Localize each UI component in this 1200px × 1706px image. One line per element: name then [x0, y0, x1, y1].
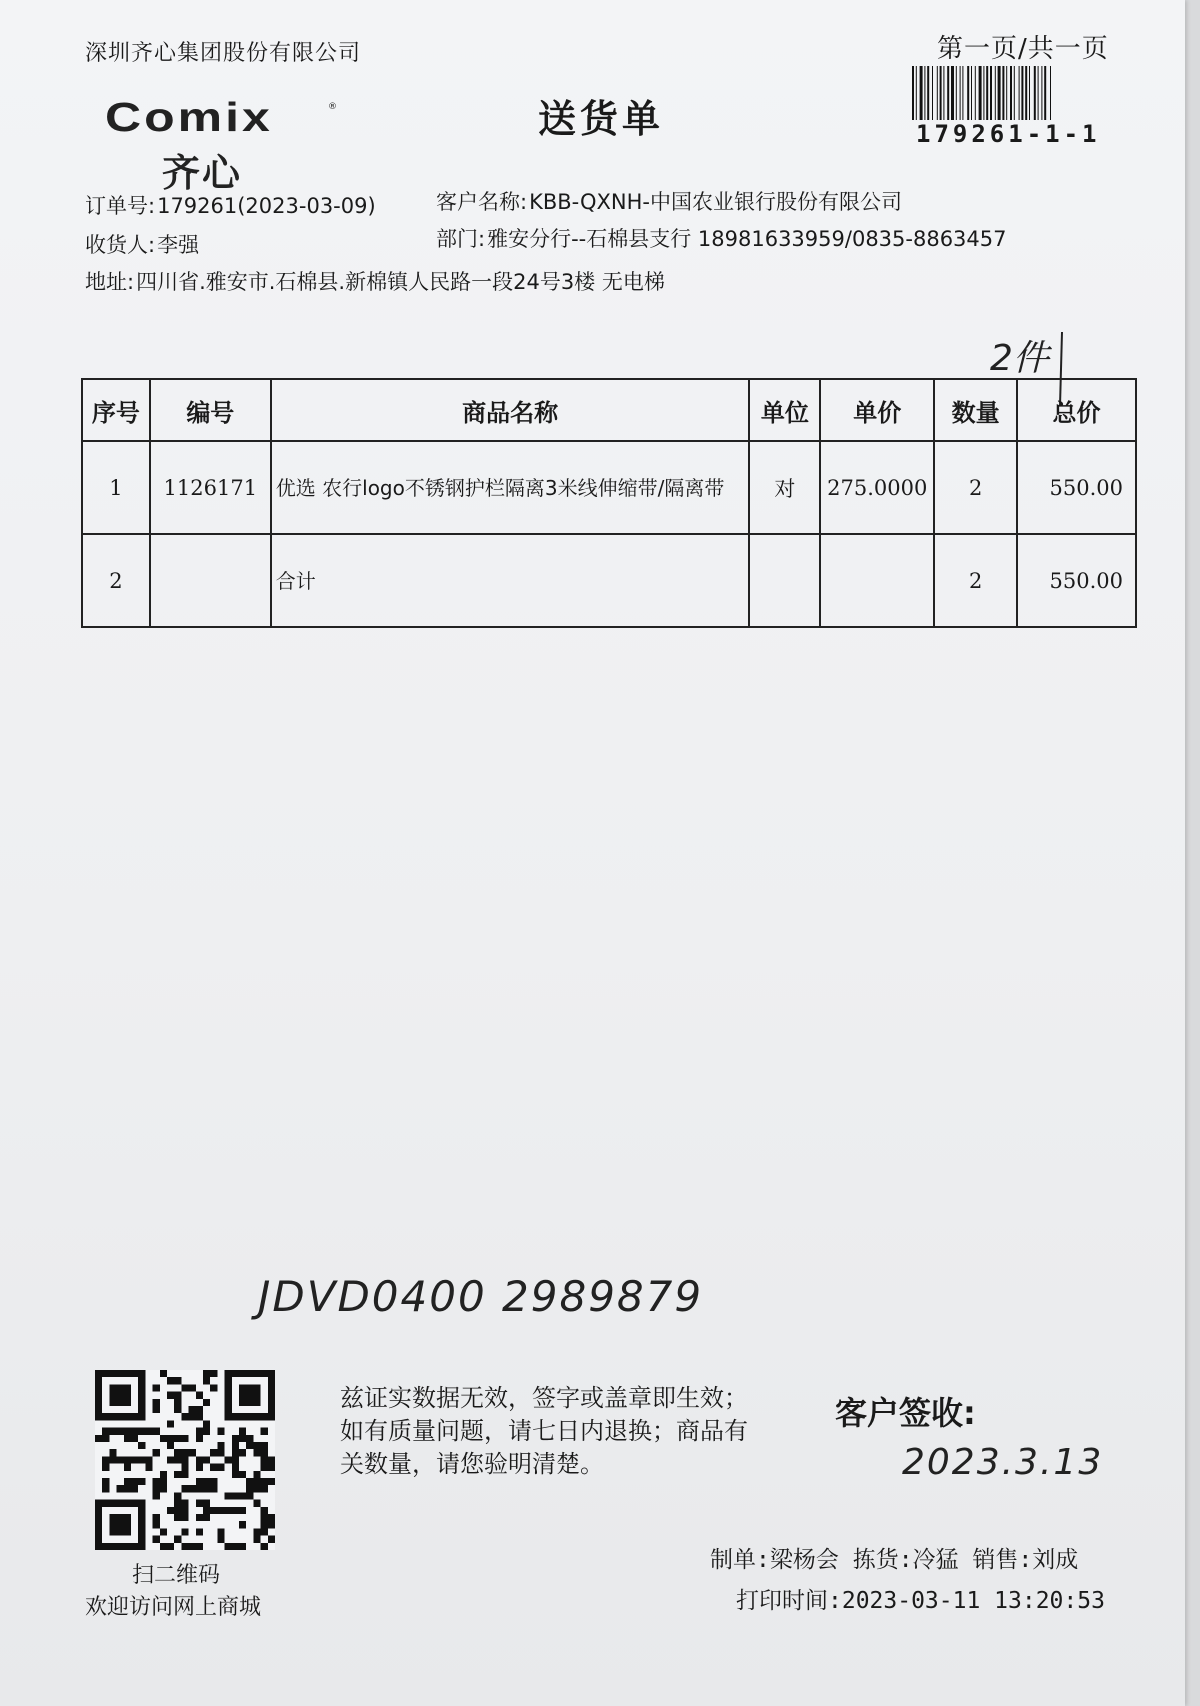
cell-seq: 2 — [82, 534, 150, 627]
header-seq: 序号 — [82, 379, 150, 441]
cell-unit — [749, 534, 820, 627]
cell-unit: 对 — [749, 441, 820, 534]
table-row-summary — [82, 534, 1136, 627]
comix-logo: Comix — [105, 94, 273, 140]
customer-sign-label: 客户签收: — [835, 1394, 976, 1432]
cell-quantity: 2 — [934, 441, 1017, 534]
page-info: 第一页/共一页 — [937, 34, 1109, 64]
handwritten-tracking-number: JDVD0400 2989879 — [258, 1272, 704, 1321]
items-table — [81, 378, 1137, 628]
cell-total: 550.00 — [1017, 534, 1136, 627]
receiver: 收货人:李强 — [85, 233, 200, 257]
cell-unit-price: 275.0000 — [820, 441, 934, 534]
cell-quantity: 2 — [934, 534, 1017, 627]
header-product-name: 商品名称 — [271, 379, 750, 441]
cell-total: 550.00 — [1017, 441, 1136, 534]
barcode-number: 179261-1-1 — [916, 120, 1101, 148]
table-header-row — [82, 379, 1136, 441]
qr-caption: 扫二维码 — [132, 1563, 221, 1588]
cell-code — [150, 534, 271, 627]
handwritten-sign-date: 2023.3.13 — [902, 1442, 1104, 1483]
logo-chinese-text: 齐心 — [162, 151, 243, 195]
registered-mark-icon: ® — [328, 102, 337, 112]
cell-product-name: 优选 农行logo不锈钢护栏隔离3米线伸缩带/隔离带 — [271, 441, 750, 534]
header-quantity: 数量 — [934, 379, 1017, 441]
company-name: 深圳齐心集团股份有限公司 — [85, 41, 362, 66]
header-unit: 单位 — [749, 379, 820, 441]
order-number: 订单号:179261(2023-03-09) — [85, 194, 376, 218]
handwritten-quantity-note: 2件 — [990, 338, 1049, 379]
cell-seq: 1 — [82, 441, 150, 534]
print-time: 打印时间:2023-03-11 13:20:53 — [736, 1588, 1105, 1614]
notice-text: 兹证实数据无效，签字或盖章即生效；如有质量问题，请七日内退换；商品有关数量，请您验明清楚。 — [340, 1384, 748, 1478]
barcode — [912, 66, 1132, 120]
qr-code — [95, 1370, 275, 1550]
document-title: 送货单 — [538, 97, 665, 141]
table-row — [82, 441, 1136, 534]
cell-unit-price — [820, 534, 934, 627]
cell-product-name: 合计 — [271, 534, 750, 627]
header-unit-price: 单价 — [820, 379, 934, 441]
header-code: 编号 — [150, 379, 271, 441]
address: 地址:四川省.雅安市.石棉县.新棉镇人民路一段24号3楼 无电梯 — [85, 270, 665, 294]
customer-name: 客户名称:KBB-QXNH-中国农业银行股份有限公司 — [436, 190, 903, 214]
department: 部门:雅安分行--石棉县支行 18981633959/0835-8863457 — [436, 227, 1007, 251]
header-total: 总价 — [1017, 379, 1136, 441]
staff-info: 制单:梁杨会 拣货:冷猛 销售:刘成 — [710, 1547, 1079, 1573]
qr-subcaption: 欢迎访问网上商城 — [85, 1595, 262, 1620]
cell-code: 1126171 — [150, 441, 271, 534]
